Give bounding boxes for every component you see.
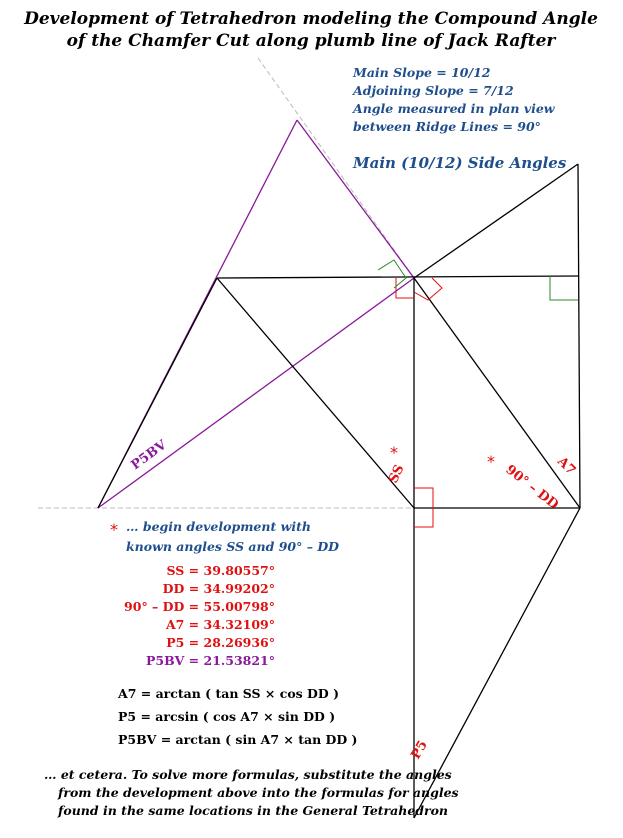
ridge-lines-text: between Ridge Lines = 90° bbox=[353, 119, 541, 134]
formula-p5: P5 = arcsin ( cos A7 × sin DD ) bbox=[118, 709, 336, 724]
formula-a7: A7 = arctan ( tan SS × cos DD ) bbox=[118, 686, 340, 701]
p5-label: P5 bbox=[408, 738, 431, 762]
title-line-2: of the Chamfer Cut along plumb line of Jack Rafter bbox=[66, 31, 556, 51]
right-vertical bbox=[578, 164, 580, 508]
value-a7: A7 = 34.32109° bbox=[165, 617, 275, 632]
value-p5bv: P5BV = 21.53821° bbox=[145, 653, 275, 668]
title-line-1: Development of Tetrahedron modeling the Compound Angle bbox=[24, 9, 598, 29]
value-p5: P5 = 28.26936° bbox=[166, 635, 275, 650]
right-angle-marker-top bbox=[396, 278, 414, 298]
footer-line-3: found in the same locations in the General Tetrahedron bbox=[58, 803, 449, 818]
purple-edge-base bbox=[98, 278, 414, 508]
value-90-dd: 90° – DD = 55.00798° bbox=[124, 599, 275, 614]
a7-label: A7 bbox=[554, 454, 579, 479]
left-diagonal bbox=[98, 278, 217, 508]
main-slope-text: Main Slope = 10/12 bbox=[353, 65, 491, 80]
adjoining-slope-text: Adjoining Slope = 7/12 bbox=[353, 83, 514, 98]
horizontal-line bbox=[217, 276, 578, 278]
ss-label: SS bbox=[386, 462, 408, 486]
ss-diagonal bbox=[217, 278, 414, 508]
begin-line-2: known angles SS and 90° – DD bbox=[126, 539, 339, 554]
p5bv-label: P5BV bbox=[128, 437, 170, 474]
upper-diagonal bbox=[414, 164, 578, 278]
footer-line-2: from the development above into the formulas for angles bbox=[58, 785, 459, 800]
dd-diagonal bbox=[414, 278, 580, 508]
dd-star-icon: * bbox=[487, 452, 495, 471]
side-angles-heading: Main (10/12) Side Angles bbox=[353, 154, 567, 172]
formula-p5bv: P5BV = arctan ( sin A7 × tan DD ) bbox=[118, 732, 358, 747]
right-angle-marker-right bbox=[550, 276, 578, 300]
angle-measured-text: Angle measured in plan view bbox=[353, 101, 555, 116]
value-ss: SS = 39.80557° bbox=[166, 563, 275, 578]
purple-edge-right bbox=[297, 120, 414, 278]
ss-star-icon: * bbox=[390, 443, 398, 462]
footer-line-1: … et cetera. To solve more formulas, substitute the angles bbox=[44, 767, 452, 782]
dd-label: 90° – DD bbox=[502, 462, 562, 513]
begin-line-1: … begin development with bbox=[126, 519, 311, 534]
begin-star-icon: * bbox=[110, 520, 118, 539]
value-dd: DD = 34.99202° bbox=[162, 581, 275, 596]
right-angle-marker-purple bbox=[378, 260, 406, 288]
